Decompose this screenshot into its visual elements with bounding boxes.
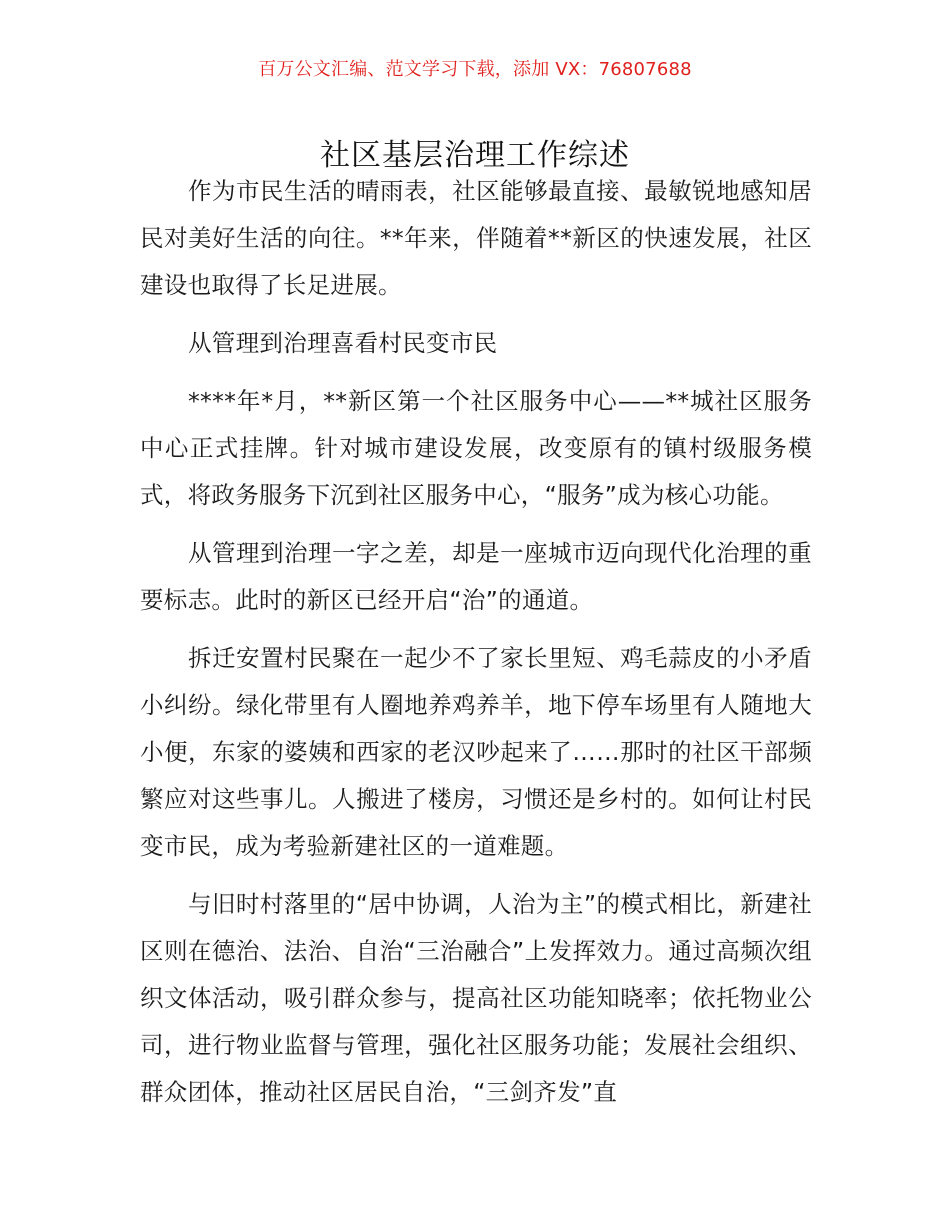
paragraph-intro: 作为市民生活的晴雨表，社区能够最直接、最敏锐地感知居民对美好生活的向往。**年来，伴随着**新区的快速发展，社区建设也取得了长足进展。 xyxy=(140,177,812,299)
header-watermark-note: 百万公文汇编、范文学习下载，添加 VX：76807688 xyxy=(258,59,692,80)
document-body xyxy=(140,168,812,1127)
paragraph-subheading: 从管理到治理喜看村民变市民 xyxy=(188,329,498,357)
paragraph-three-governance: 与旧时村落里的“居中协调，人治为主”的模式相比，新建社区则在德治、法治、自治“三治融合”上发挥效力。通过高频次组织文体活动，吸引群众参与，提高社区功能知晓率；依托物业公司，进行物业监督与管理，强化社区服务功能；发展社会组织、群众团体，推动社区居民自治，“三剑齐发”直 xyxy=(140,890,812,1106)
document-title: 社区基层治理工作综述 xyxy=(320,138,630,174)
paragraph-service-center: ****年*月，**新区第一个社区服务中心——**城社区服务中心正式挂牌。针对城市建设发展，改变原有的镇村级服务模式，将政务服务下沉到社区服务中心，“服务”成为核心功能。 xyxy=(140,387,812,509)
paragraph-governance-shift: 从管理到治理一字之差，却是一座城市迈向现代化治理的重要标志。此时的新区已经开启“治”的通道。 xyxy=(140,539,812,614)
paragraph-resettlement: 拆迁安置村民聚在一起少不了家长里短、鸡毛蒜皮的小矛盾小纠纷。绿化带里有人圈地养鸡养羊，地下停车场里有人随地大小便，东家的婆姨和西家的老汉吵起来了……那时的社区干部频繁应对这些事儿。人搬进了楼房，习惯还是乡村的。如何让村民变市民，成为考验新建社区的一道难题。 xyxy=(140,644,812,860)
